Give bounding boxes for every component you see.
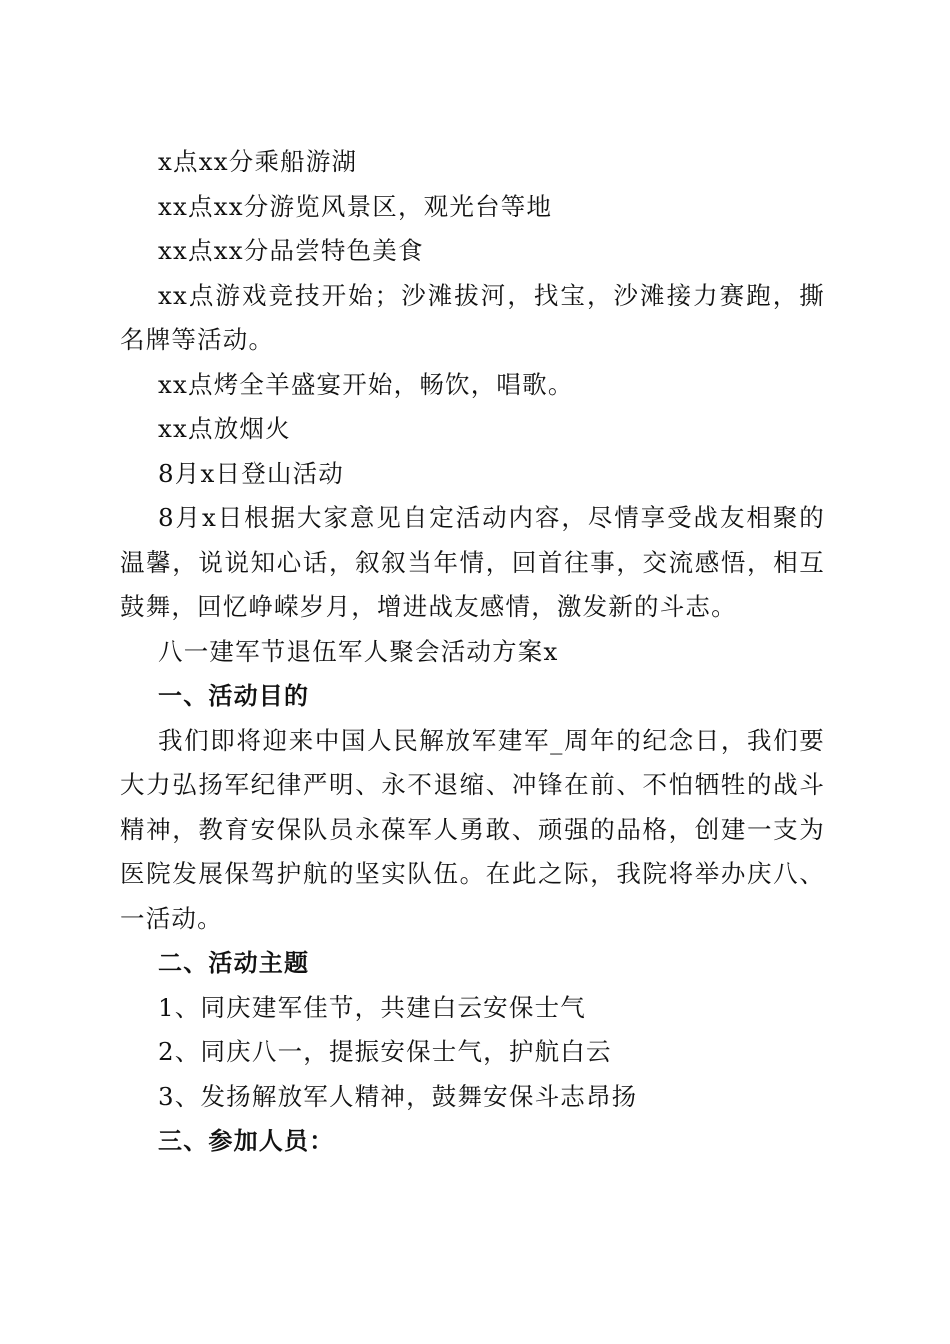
document-body — [120, 140, 825, 1164]
theme-item-2: 2、同庆八一，提振安保士气，护航白云 — [158, 1037, 612, 1066]
purpose-paragraph: 我们即将迎来中国人民解放军建军_周年的纪念日，我们要大力弘扬军纪律严明、永不退缩、冲锋在前、不怕牺牲的战斗精神，教育安保队员永葆军人勇敢、顽强的品格，创建一支为医院发展保驾护航的坚实队伍。在此之际，我院将举办庆八、一活动。 — [120, 725, 825, 933]
plan-title: 八一建军节退伍军人聚会活动方案x — [158, 636, 559, 666]
schedule-line-games: xx点游戏竞技开始；沙滩拔河，找宝，沙滩接力赛跑，撕名牌等活动。 — [120, 280, 825, 354]
theme-item-3: 3、发扬解放军人精神，鼓舞安保斗志昂扬 — [158, 1081, 638, 1111]
schedule-line-food: xx点xx分品尝特色美食 — [158, 236, 424, 265]
schedule-line-scenic: xx点xx分游览风景区，观光台等地 — [158, 191, 553, 221]
section-heading-participants: 三、参加人员： — [158, 1127, 335, 1155]
schedule-line-feast: xx点烤全羊盛宴开始，畅饮，唱歌。 — [158, 369, 574, 399]
theme-item-1: 1、同庆建军佳节，共建白云安保士气 — [158, 992, 586, 1022]
schedule-line-fireworks: xx点放烟火 — [158, 414, 291, 443]
schedule-line-free-day: 8月x日根据大家意见自定活动内容，尽情享受战友相聚的温馨，说说知心话，叙叙当年情，回首往事，交流感悟，相互鼓舞，回忆峥嵘岁月，增进战友感情，激发新的斗志。 — [120, 503, 825, 621]
schedule-line-boat: x点xx分乘船游湖 — [158, 147, 358, 176]
section-heading-purpose: 一、活动目的 — [158, 682, 310, 710]
section-heading-theme: 二、活动主题 — [158, 949, 310, 977]
schedule-line-hiking: 8月x日登山活动 — [158, 458, 345, 488]
